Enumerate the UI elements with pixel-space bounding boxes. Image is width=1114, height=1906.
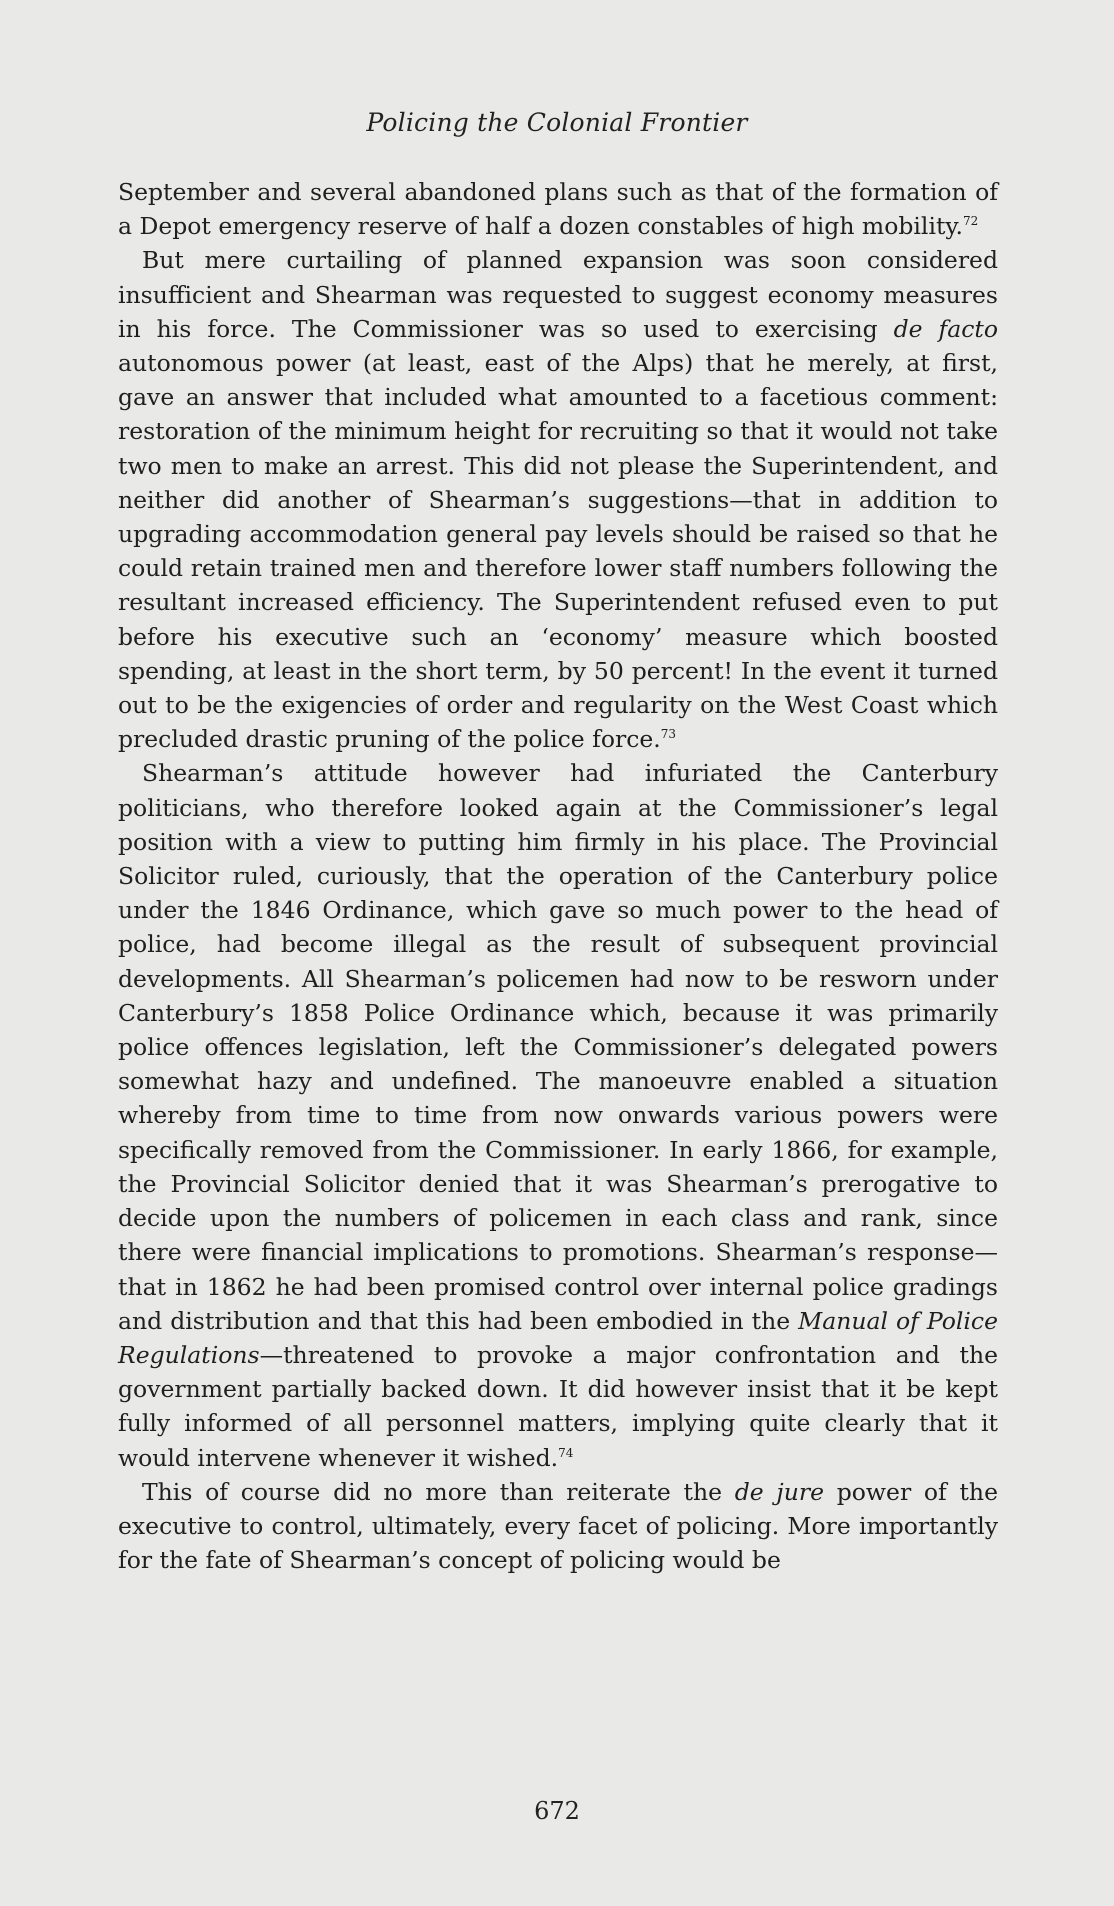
- paragraph-3: [118, 756, 998, 1474]
- italic-term: de facto: [893, 314, 998, 343]
- running-head: Policing the Colonial Frontier: [366, 108, 748, 137]
- footnote-marker[interactable]: 73: [660, 727, 677, 742]
- footnote-marker[interactable]: 74: [558, 1445, 574, 1460]
- page-number: 672: [534, 1797, 580, 1825]
- italic-term: de jure: [734, 1477, 824, 1506]
- footnote-marker[interactable]: 72: [963, 214, 979, 229]
- paragraph-1-text: September and several abandoned plans such as that of the formation of a Depot emergency reserve of half a dozen constables of high mobility.: [118, 178, 998, 241]
- paragraph-2: [118, 243, 998, 756]
- paragraph-2-text: But mere curtailing of planned expansion was soon considered insufficient and Shearman was requested to suggest economy measures in his force. The Commissioner was so used to exercising: [118, 246, 998, 343]
- italic-title: Manual of Police Regulations: [118, 1306, 998, 1369]
- paragraph-3-text: Shearman’s attitude however had infuriated the Canterbury politicians, who therefore looked again at the Commissioner’s legal position with a view to putting him firmly in his place. The Provincial Solicitor ruled, curiously, that the operation of the Canterbury police under the 1846 Ordinance, which gave so much power to the head of police, had become illegal as the result of subsequent provincial developments. All Shearman’s policemen had now to be resworn under Canterbury’s 1858 Police Ordinance which, because it was primarily police offences legislation, left the Commissioner’s delegated powers somewhat hazy and undefined. The manoeuvre enabled a situation whereby from time to time from now onwards various powers were specifically removed from the Commissioner. In early 1866, for example, the Provincial Solicitor denied that it was Shearman’s prerogative to decide upon the numbers of policemen in each class and rank, since there were financial implications to promotions. Shearman’s response—that in 1862 he had been promised control over internal police gradings and distribution and that this had been embodied in the: [118, 759, 998, 1335]
- paragraph-4-text: This of course did no more than reiterate the: [142, 1477, 735, 1506]
- paragraph-4: [118, 1475, 998, 1578]
- paragraph-3-text: —threatened to provoke a major confrontation and the government partially backed down. It did however insist that it be kept fully informed of all personnel matters, implying quite clearly that it would intervene whenever it wished.: [118, 1340, 998, 1472]
- body-text: [118, 175, 998, 1577]
- paragraph-1: [118, 175, 998, 243]
- paragraph-2-text: autonomous power (at least, east of the Alps) that he merely, at first, gave an answer that included what amounted to a facetious comment: restoration of the minimum height for recruiting so that it would not take two men to make an arrest. This did not please the Superintendent, and neither did another of Shearman’s suggestions—that in addition to upgrading accommodation general pay levels should be raised so that he could retain trained men and therefore lower staff numbers following the resultant increased efficiency. The Superintendent refused even to put before his executive such an ‘economy’ measure which boosted spending, at least in the short term, by 50 percent! In the event it turned out to be the exigencies of order and regularity on the West Coast which precluded drastic pruning of the police force.: [118, 349, 998, 754]
- paragraph-4-text: power of the executive to control, ultimately, every facet of policing. More importantly for the fate of Shearman’s concept of policing would be: [118, 1477, 998, 1575]
